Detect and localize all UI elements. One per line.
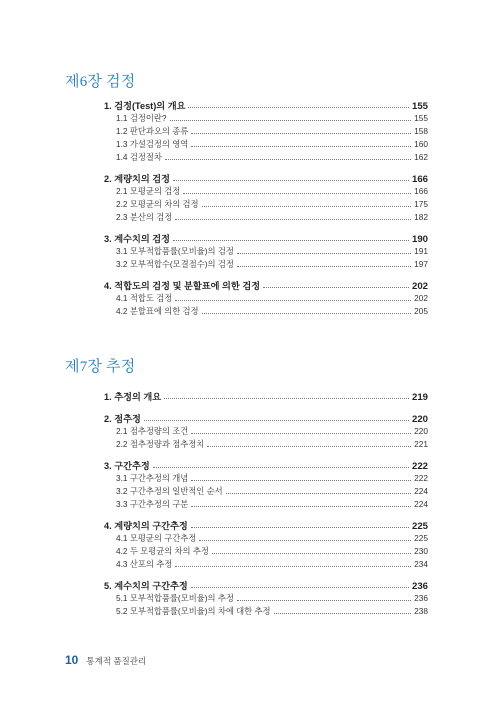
page-number: 220	[414, 426, 428, 436]
subsection-title: 1.2 판단과오의 종류	[116, 126, 189, 136]
dot-leader	[207, 446, 411, 447]
section-title: 1. 추정의 개요	[104, 392, 162, 402]
subsection-title: 3.2 구간추정의 일반적인 순서	[116, 486, 223, 496]
footer-page-number: 10	[65, 653, 79, 667]
toc-subsection[interactable]	[104, 151, 428, 164]
subsection-title: 2.1 점추정량의 조건	[116, 426, 189, 436]
subsection-title: 2.1 모평균의 검정	[116, 186, 181, 196]
toc-subsection[interactable]	[104, 485, 428, 498]
page-number: 191	[414, 246, 428, 256]
dot-leader	[153, 467, 409, 468]
dot-leader	[144, 420, 409, 421]
toc-section[interactable]	[104, 458, 428, 472]
dot-leader	[212, 553, 411, 554]
toc-subsection[interactable]	[104, 425, 428, 438]
page-number: 238	[414, 606, 428, 616]
section-title: 3. 계수치의 검정	[104, 234, 171, 244]
toc-section[interactable]	[104, 171, 428, 185]
subsection-title: 4.3 산포의 추정	[116, 559, 173, 569]
page-number: 160	[414, 139, 428, 149]
section-title: 1. 검정(Test)의 개요	[104, 101, 186, 111]
footer-book-title: 통계적 품질관리	[86, 656, 147, 666]
dot-leader	[170, 120, 412, 121]
page-number: 175	[414, 199, 428, 209]
dot-leader	[175, 300, 411, 301]
dot-leader	[237, 600, 411, 601]
page-number: 221	[414, 439, 428, 449]
subsection-title: 1.1 검정이란?	[116, 113, 167, 123]
toc-section[interactable]	[104, 98, 428, 112]
toc-section[interactable]	[104, 278, 428, 292]
subsection-title: 2.3 분산의 검정	[116, 212, 173, 222]
page-number: 162	[414, 152, 428, 162]
chapter-title: 제7장 추정	[65, 359, 136, 375]
toc-section[interactable]	[104, 518, 428, 532]
toc-subsection[interactable]	[104, 198, 428, 211]
page-number: 197	[414, 259, 428, 269]
toc-subsection[interactable]	[104, 185, 428, 198]
subsection-title: 2.2 모평균의 차의 검정	[116, 199, 199, 209]
toc-subsection[interactable]	[104, 138, 428, 151]
page-number: 222	[414, 473, 428, 483]
dot-leader	[191, 433, 411, 434]
section-title: 2. 계량치의 검정	[104, 174, 171, 184]
dot-leader	[183, 193, 411, 194]
page-number: 219	[411, 392, 428, 403]
dot-leader	[191, 506, 411, 507]
page-number: 166	[414, 186, 428, 196]
toc-subsection[interactable]	[104, 558, 428, 571]
dot-leader	[188, 107, 409, 108]
subsection-title: 3.2 모부적합수(모결점수)의 검정	[116, 259, 234, 269]
toc-subsection[interactable]	[104, 472, 428, 485]
toc-subsection[interactable]	[104, 125, 428, 138]
section-title: 2. 점추정	[104, 414, 141, 424]
toc-section[interactable]	[104, 411, 428, 425]
subsection-title: 5.1 모부적합품률(모비율)의 추정	[116, 593, 234, 603]
toc-subsection[interactable]	[104, 498, 428, 511]
dot-leader	[274, 613, 412, 614]
page-number: 224	[414, 486, 428, 496]
dot-leader	[175, 566, 411, 567]
dot-leader	[191, 587, 409, 588]
dot-leader	[191, 133, 411, 134]
page-number: 222	[411, 461, 428, 472]
page-number: 236	[411, 581, 428, 592]
dot-leader	[202, 206, 412, 207]
dot-leader	[173, 180, 409, 181]
subsection-title: 1.3 가설검정의 영역	[116, 139, 189, 149]
dot-leader	[191, 146, 411, 147]
subsection-title: 3.1 모부적합품률(모비율)의 검정	[116, 246, 234, 256]
page-number: 205	[414, 306, 428, 316]
subsection-title: 4.2 두 모평균의 차의 추정	[116, 546, 209, 556]
page-number: 234	[414, 559, 428, 569]
page-number: 155	[411, 101, 428, 112]
page-footer	[65, 653, 146, 667]
section-title: 4. 적합도의 검정 및 분할표에 의한 검정	[104, 281, 261, 291]
dot-leader	[191, 527, 409, 528]
subsection-title: 4.1 모평균의 구간추정	[116, 533, 197, 543]
dot-leader	[175, 219, 411, 220]
toc-subsection[interactable]	[104, 532, 428, 545]
dot-leader	[237, 266, 411, 267]
toc-subsection[interactable]	[104, 112, 428, 125]
dot-leader	[226, 493, 412, 494]
page-number: 155	[414, 113, 428, 123]
toc-subsection[interactable]	[104, 292, 428, 305]
dot-leader	[191, 480, 411, 481]
toc-chapter-7	[104, 389, 428, 618]
subsection-title: 1.4 검정절차	[116, 152, 162, 162]
section-title: 4. 계량치의 구간추정	[104, 521, 188, 531]
chapter-title: 제6장 검정	[65, 74, 136, 90]
page-number: 225	[414, 533, 428, 543]
dot-leader	[202, 313, 412, 314]
page-number: 230	[414, 546, 428, 556]
subsection-title: 3.1 구간추정의 개념	[116, 473, 189, 483]
toc-subsection[interactable]	[104, 605, 428, 618]
page-number: 190	[411, 234, 428, 245]
dot-leader	[164, 398, 409, 399]
toc-subsection[interactable]	[104, 211, 428, 224]
page-number: 202	[414, 293, 428, 303]
page-number: 225	[411, 521, 428, 532]
toc-subsection[interactable]	[104, 245, 428, 258]
page-number: 182	[414, 212, 428, 222]
subsection-title: 5.2 모부적합품률(모비율)의 차에 대한 추정	[116, 606, 271, 616]
toc-subsection[interactable]	[104, 305, 428, 318]
section-title: 5. 계수치의 구간추정	[104, 581, 188, 591]
toc-chapter-6	[104, 98, 428, 318]
dot-leader	[165, 159, 411, 160]
page-number: 158	[414, 126, 428, 136]
section-title: 3. 구간추정	[104, 461, 150, 471]
dot-leader	[237, 253, 411, 254]
page-number: 224	[414, 499, 428, 509]
page-number: 236	[414, 593, 428, 603]
toc-subsection[interactable]	[104, 258, 428, 271]
subsection-title: 4.1 적합도 검정	[116, 293, 173, 303]
toc-section[interactable]	[104, 578, 428, 592]
page-number: 220	[411, 414, 428, 425]
dot-leader	[199, 540, 411, 541]
toc-section[interactable]	[104, 231, 428, 245]
dot-leader	[263, 287, 409, 288]
toc-subsection[interactable]	[104, 438, 428, 451]
dot-leader	[173, 240, 409, 241]
toc-subsection[interactable]	[104, 545, 428, 558]
page-number: 166	[411, 174, 428, 185]
subsection-title: 4.2 분할표에 의한 검정	[116, 306, 199, 316]
toc-subsection[interactable]	[104, 592, 428, 605]
subsection-title: 3.3 구간추정의 구분	[116, 499, 189, 509]
subsection-title: 2.2 점추정량과 점추정치	[116, 439, 205, 449]
toc-section[interactable]	[104, 389, 428, 403]
page-number: 202	[411, 281, 428, 292]
